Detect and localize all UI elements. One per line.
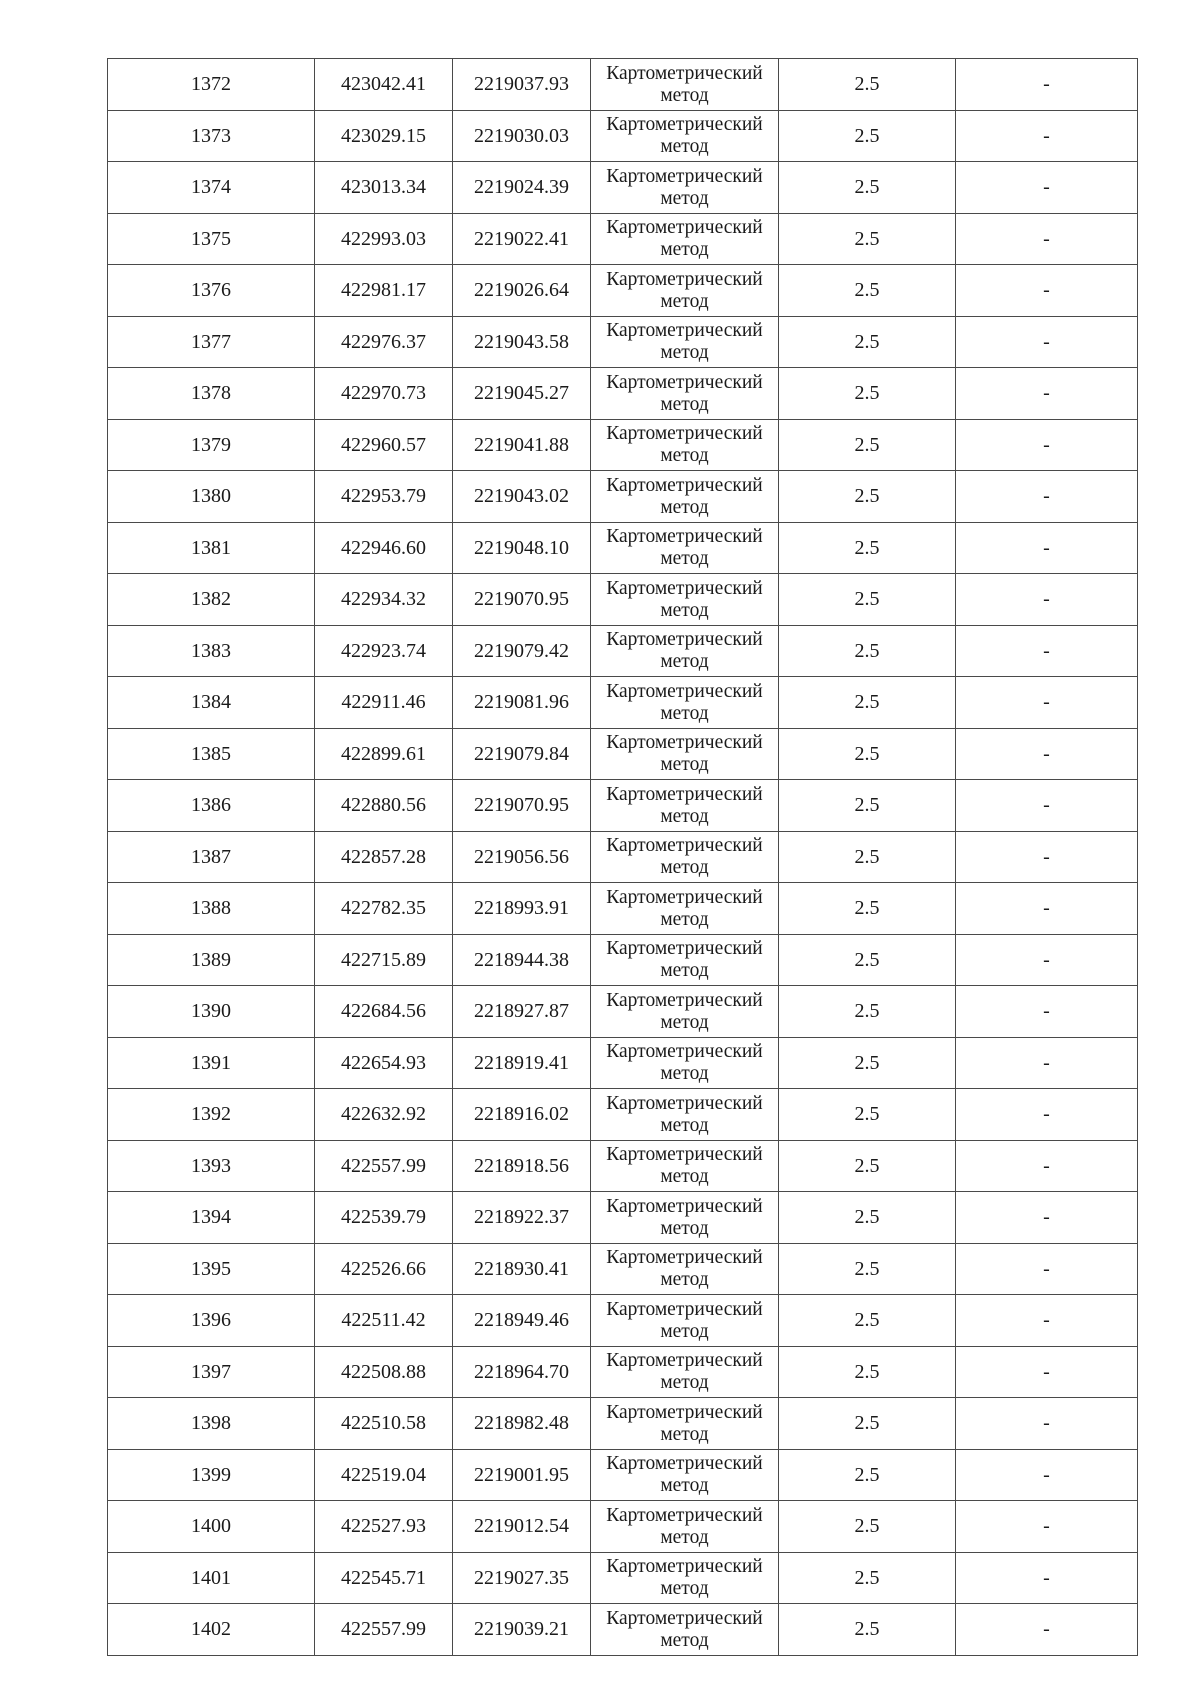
method-cell: Картометрический метод: [591, 316, 779, 368]
point-number-cell: 1374: [108, 162, 315, 214]
note-cell: -: [956, 1604, 1138, 1656]
table-row: [108, 1089, 1138, 1141]
y-coordinate-cell: 2219041.88: [453, 419, 591, 471]
point-number-cell: 1379: [108, 419, 315, 471]
x-coordinate-cell: 422993.03: [315, 213, 453, 265]
method-cell: Картометрический метод: [591, 1243, 779, 1295]
accuracy-cell: 2.5: [779, 265, 956, 317]
method-cell: Картометрический метод: [591, 1037, 779, 1089]
note-cell: -: [956, 1295, 1138, 1347]
y-coordinate-cell: 2218922.37: [453, 1192, 591, 1244]
point-number-cell: 1387: [108, 831, 315, 883]
table-row: [108, 986, 1138, 1038]
table-row: [108, 780, 1138, 832]
y-coordinate-cell: 2218993.91: [453, 883, 591, 935]
table-row: [108, 883, 1138, 935]
note-cell: -: [956, 728, 1138, 780]
y-coordinate-cell: 2219001.95: [453, 1449, 591, 1501]
accuracy-cell: 2.5: [779, 522, 956, 574]
y-coordinate-cell: 2218949.46: [453, 1295, 591, 1347]
x-coordinate-cell: 422911.46: [315, 677, 453, 729]
table-row: [108, 419, 1138, 471]
y-coordinate-cell: 2218930.41: [453, 1243, 591, 1295]
table-row: [108, 522, 1138, 574]
y-coordinate-cell: 2219039.21: [453, 1604, 591, 1656]
method-cell: Картометрический метод: [591, 1398, 779, 1450]
table-row: [108, 728, 1138, 780]
method-cell: Картометрический метод: [591, 1140, 779, 1192]
note-cell: -: [956, 986, 1138, 1038]
note-cell: -: [956, 1398, 1138, 1450]
point-number-cell: 1398: [108, 1398, 315, 1450]
accuracy-cell: 2.5: [779, 1398, 956, 1450]
y-coordinate-cell: 2218964.70: [453, 1346, 591, 1398]
table-row: [108, 59, 1138, 111]
table-row: [108, 368, 1138, 420]
table-row: [108, 1604, 1138, 1656]
accuracy-cell: 2.5: [779, 934, 956, 986]
y-coordinate-cell: 2219037.93: [453, 59, 591, 111]
method-cell: Картометрический метод: [591, 213, 779, 265]
accuracy-cell: 2.5: [779, 368, 956, 420]
y-coordinate-cell: 2219043.58: [453, 316, 591, 368]
note-cell: -: [956, 1346, 1138, 1398]
note-cell: -: [956, 471, 1138, 523]
accuracy-cell: 2.5: [779, 1140, 956, 1192]
note-cell: -: [956, 1501, 1138, 1553]
note-cell: -: [956, 934, 1138, 986]
method-cell: Картометрический метод: [591, 1089, 779, 1141]
note-cell: -: [956, 368, 1138, 420]
accuracy-cell: 2.5: [779, 1604, 956, 1656]
y-coordinate-cell: 2219070.95: [453, 780, 591, 832]
y-coordinate-cell: 2219070.95: [453, 574, 591, 626]
table-row: [108, 265, 1138, 317]
note-cell: -: [956, 1089, 1138, 1141]
accuracy-cell: 2.5: [779, 316, 956, 368]
table-row: [108, 1346, 1138, 1398]
method-cell: Картометрический метод: [591, 883, 779, 935]
y-coordinate-cell: 2218944.38: [453, 934, 591, 986]
method-cell: Картометрический метод: [591, 677, 779, 729]
x-coordinate-cell: 422526.66: [315, 1243, 453, 1295]
table-row: [108, 1037, 1138, 1089]
x-coordinate-cell: 422880.56: [315, 780, 453, 832]
table-row: [108, 110, 1138, 162]
point-number-cell: 1397: [108, 1346, 315, 1398]
x-coordinate-cell: 422684.56: [315, 986, 453, 1038]
accuracy-cell: 2.5: [779, 110, 956, 162]
x-coordinate-cell: 422527.93: [315, 1501, 453, 1553]
method-cell: Картометрический метод: [591, 162, 779, 214]
point-number-cell: 1389: [108, 934, 315, 986]
note-cell: -: [956, 677, 1138, 729]
method-cell: Картометрический метод: [591, 1449, 779, 1501]
accuracy-cell: 2.5: [779, 471, 956, 523]
point-number-cell: 1400: [108, 1501, 315, 1553]
y-coordinate-cell: 2219022.41: [453, 213, 591, 265]
accuracy-cell: 2.5: [779, 1449, 956, 1501]
accuracy-cell: 2.5: [779, 1501, 956, 1553]
x-coordinate-cell: 422508.88: [315, 1346, 453, 1398]
table-row: [108, 1295, 1138, 1347]
x-coordinate-cell: 422632.92: [315, 1089, 453, 1141]
note-cell: -: [956, 522, 1138, 574]
accuracy-cell: 2.5: [779, 1192, 956, 1244]
x-coordinate-cell: 422511.42: [315, 1295, 453, 1347]
note-cell: -: [956, 1243, 1138, 1295]
accuracy-cell: 2.5: [779, 1346, 956, 1398]
x-coordinate-cell: 422519.04: [315, 1449, 453, 1501]
y-coordinate-cell: 2218927.87: [453, 986, 591, 1038]
accuracy-cell: 2.5: [779, 213, 956, 265]
note-cell: -: [956, 1192, 1138, 1244]
accuracy-cell: 2.5: [779, 162, 956, 214]
method-cell: Картометрический метод: [591, 1501, 779, 1553]
method-cell: Картометрический метод: [591, 1192, 779, 1244]
point-number-cell: 1372: [108, 59, 315, 111]
y-coordinate-cell: 2219027.35: [453, 1552, 591, 1604]
y-coordinate-cell: 2219024.39: [453, 162, 591, 214]
y-coordinate-cell: 2219048.10: [453, 522, 591, 574]
point-number-cell: 1401: [108, 1552, 315, 1604]
y-coordinate-cell: 2219043.02: [453, 471, 591, 523]
point-number-cell: 1377: [108, 316, 315, 368]
point-number-cell: 1380: [108, 471, 315, 523]
point-number-cell: 1394: [108, 1192, 315, 1244]
accuracy-cell: 2.5: [779, 1037, 956, 1089]
note-cell: -: [956, 213, 1138, 265]
method-cell: Картометрический метод: [591, 831, 779, 883]
x-coordinate-cell: 422782.35: [315, 883, 453, 935]
x-coordinate-cell: 422934.32: [315, 574, 453, 626]
method-cell: Картометрический метод: [591, 265, 779, 317]
point-number-cell: 1383: [108, 625, 315, 677]
x-coordinate-cell: 423042.41: [315, 59, 453, 111]
table-row: [108, 1449, 1138, 1501]
table-row: [108, 1243, 1138, 1295]
method-cell: Картометрический метод: [591, 1604, 779, 1656]
y-coordinate-cell: 2218982.48: [453, 1398, 591, 1450]
table-row: [108, 1192, 1138, 1244]
point-number-cell: 1382: [108, 574, 315, 626]
table-row: [108, 831, 1138, 883]
note-cell: -: [956, 419, 1138, 471]
point-number-cell: 1390: [108, 986, 315, 1038]
y-coordinate-cell: 2219045.27: [453, 368, 591, 420]
point-number-cell: 1386: [108, 780, 315, 832]
x-coordinate-cell: 422557.99: [315, 1604, 453, 1656]
x-coordinate-cell: 422510.58: [315, 1398, 453, 1450]
point-number-cell: 1399: [108, 1449, 315, 1501]
table-row: [108, 1501, 1138, 1553]
x-coordinate-cell: 422981.17: [315, 265, 453, 317]
note-cell: -: [956, 574, 1138, 626]
method-cell: Картометрический метод: [591, 419, 779, 471]
accuracy-cell: 2.5: [779, 1552, 956, 1604]
x-coordinate-cell: 422946.60: [315, 522, 453, 574]
point-number-cell: 1388: [108, 883, 315, 935]
table-row: [108, 625, 1138, 677]
point-number-cell: 1375: [108, 213, 315, 265]
note-cell: -: [956, 1037, 1138, 1089]
x-coordinate-cell: 422976.37: [315, 316, 453, 368]
x-coordinate-cell: 422715.89: [315, 934, 453, 986]
method-cell: Картометрический метод: [591, 986, 779, 1038]
y-coordinate-cell: 2218919.41: [453, 1037, 591, 1089]
table-row: [108, 316, 1138, 368]
method-cell: Картометрический метод: [591, 1552, 779, 1604]
accuracy-cell: 2.5: [779, 1243, 956, 1295]
point-number-cell: 1376: [108, 265, 315, 317]
table-row: [108, 1398, 1138, 1450]
note-cell: -: [956, 883, 1138, 935]
table-row: [108, 677, 1138, 729]
method-cell: Картометрический метод: [591, 1346, 779, 1398]
note-cell: -: [956, 110, 1138, 162]
note-cell: -: [956, 831, 1138, 883]
point-number-cell: 1378: [108, 368, 315, 420]
accuracy-cell: 2.5: [779, 1295, 956, 1347]
accuracy-cell: 2.5: [779, 677, 956, 729]
accuracy-cell: 2.5: [779, 625, 956, 677]
x-coordinate-cell: 422857.28: [315, 831, 453, 883]
method-cell: Картометрический метод: [591, 934, 779, 986]
x-coordinate-cell: 422539.79: [315, 1192, 453, 1244]
y-coordinate-cell: 2218918.56: [453, 1140, 591, 1192]
method-cell: Картометрический метод: [591, 574, 779, 626]
x-coordinate-cell: 422923.74: [315, 625, 453, 677]
y-coordinate-cell: 2219056.56: [453, 831, 591, 883]
method-cell: Картометрический метод: [591, 625, 779, 677]
y-coordinate-cell: 2219026.64: [453, 265, 591, 317]
x-coordinate-cell: 422970.73: [315, 368, 453, 420]
point-number-cell: 1402: [108, 1604, 315, 1656]
table-row: [108, 213, 1138, 265]
point-number-cell: 1391: [108, 1037, 315, 1089]
note-cell: -: [956, 316, 1138, 368]
x-coordinate-cell: 422953.79: [315, 471, 453, 523]
note-cell: -: [956, 780, 1138, 832]
x-coordinate-cell: 423013.34: [315, 162, 453, 214]
point-number-cell: 1373: [108, 110, 315, 162]
x-coordinate-cell: 422960.57: [315, 419, 453, 471]
method-cell: Картометрический метод: [591, 471, 779, 523]
accuracy-cell: 2.5: [779, 883, 956, 935]
y-coordinate-cell: 2219030.03: [453, 110, 591, 162]
x-coordinate-cell: 422654.93: [315, 1037, 453, 1089]
method-cell: Картометрический метод: [591, 59, 779, 111]
method-cell: Картометрический метод: [591, 522, 779, 574]
point-number-cell: 1385: [108, 728, 315, 780]
point-number-cell: 1381: [108, 522, 315, 574]
x-coordinate-cell: 422557.99: [315, 1140, 453, 1192]
note-cell: -: [956, 265, 1138, 317]
method-cell: Картометрический метод: [591, 780, 779, 832]
point-number-cell: 1392: [108, 1089, 315, 1141]
y-coordinate-cell: 2218916.02: [453, 1089, 591, 1141]
y-coordinate-cell: 2219079.84: [453, 728, 591, 780]
y-coordinate-cell: 2219012.54: [453, 1501, 591, 1553]
point-number-cell: 1396: [108, 1295, 315, 1347]
coordinates-table-body: [108, 59, 1138, 1656]
method-cell: Картометрический метод: [591, 728, 779, 780]
accuracy-cell: 2.5: [779, 574, 956, 626]
point-number-cell: 1393: [108, 1140, 315, 1192]
table-row: [108, 1140, 1138, 1192]
table-row: [108, 471, 1138, 523]
note-cell: -: [956, 1140, 1138, 1192]
point-number-cell: 1395: [108, 1243, 315, 1295]
accuracy-cell: 2.5: [779, 419, 956, 471]
x-coordinate-cell: 422545.71: [315, 1552, 453, 1604]
note-cell: -: [956, 1552, 1138, 1604]
note-cell: -: [956, 1449, 1138, 1501]
x-coordinate-cell: 422899.61: [315, 728, 453, 780]
note-cell: -: [956, 625, 1138, 677]
method-cell: Картометрический метод: [591, 1295, 779, 1347]
accuracy-cell: 2.5: [779, 59, 956, 111]
accuracy-cell: 2.5: [779, 986, 956, 1038]
method-cell: Картометрический метод: [591, 368, 779, 420]
accuracy-cell: 2.5: [779, 831, 956, 883]
method-cell: Картометрический метод: [591, 110, 779, 162]
coordinates-table: [107, 58, 1138, 1656]
note-cell: -: [956, 162, 1138, 214]
table-row: [108, 1552, 1138, 1604]
accuracy-cell: 2.5: [779, 1089, 956, 1141]
table-row: [108, 934, 1138, 986]
x-coordinate-cell: 423029.15: [315, 110, 453, 162]
accuracy-cell: 2.5: [779, 780, 956, 832]
y-coordinate-cell: 2219079.42: [453, 625, 591, 677]
accuracy-cell: 2.5: [779, 728, 956, 780]
table-row: [108, 162, 1138, 214]
point-number-cell: 1384: [108, 677, 315, 729]
table-row: [108, 574, 1138, 626]
y-coordinate-cell: 2219081.96: [453, 677, 591, 729]
note-cell: -: [956, 59, 1138, 111]
